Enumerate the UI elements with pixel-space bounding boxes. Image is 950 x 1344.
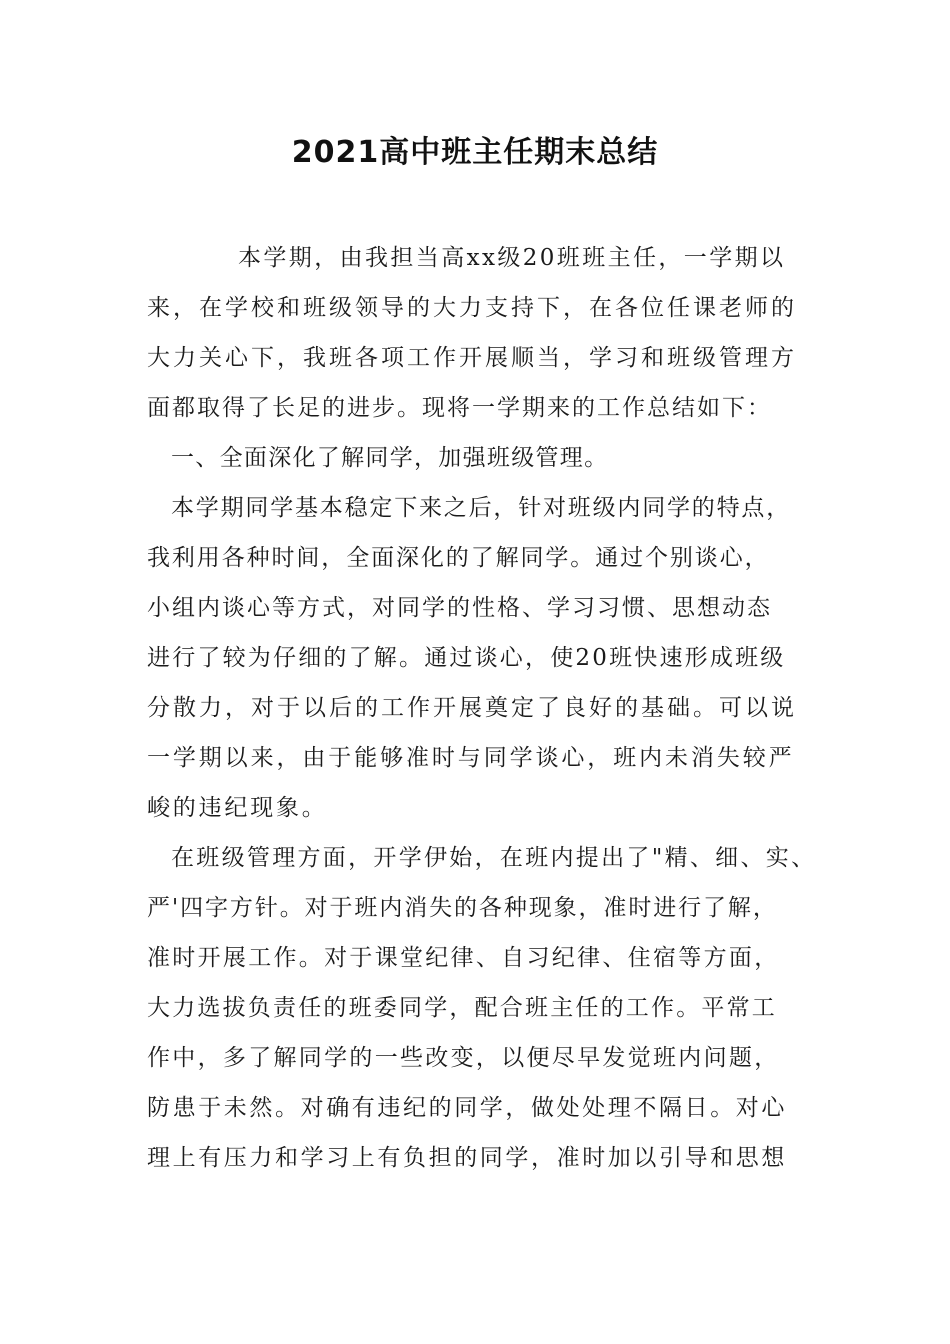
paragraph-line: 大力选拔负责任的班委同学，配合班主任的工作。平常工 (147, 995, 777, 1021)
paragraph-line: 防患于未然。对确有违纪的同学，做处处理不隔日。对心 (147, 1095, 787, 1121)
paragraph-line: 一学期以来，由于能够准时与同学谈心，班内未消失较严 (147, 745, 795, 771)
paragraph-line: 进行了较为仔细的了解。通过谈心，使20班快速形成班级 (147, 645, 786, 671)
paragraph-line: 作中，多了解同学的一些改变，以便尽早发觉班内问题， (147, 1045, 780, 1071)
paragraph-line: 小组内谈心等方式，对同学的性格、学习习惯、思想动态 (147, 595, 772, 621)
paragraph-line: 分散力，对于以后的工作开展奠定了良好的基础。可以说 (147, 695, 797, 721)
paragraph-line: 我利用各种时间，全面深化的了解同学。通过个别谈心， (147, 545, 770, 571)
paragraph-line: 本学期，由我担当高xx级20班班主任，一学期以 (238, 245, 786, 271)
section-heading-line: 一、全面深化了解同学，加强班级管理。 (171, 445, 609, 471)
paragraph-line: 在班级管理方面，开学伊始，在班内提出了"精、细、实、 (171, 845, 817, 871)
paragraph-line: 面都取得了长足的进步。现将一学期来的工作总结如下： (147, 395, 772, 421)
paragraph-line: 本学期同学基本稳定下来之后，针对班级内同学的特点， (171, 495, 791, 521)
paragraph-line: 来，在学校和班级领导的大力支持下，在各位任课老师的 (147, 295, 797, 321)
paragraph-line: 理上有压力和学习上有负担的同学，准时加以引导和思想 (147, 1145, 787, 1171)
paragraph-line: 严'四字方针。对于班内消失的各种现象，准时进行了解， (147, 895, 778, 921)
document-title: 2021高中班主任期末总结 (291, 135, 659, 170)
paragraph-line: 峻的违纪现象。 (147, 795, 328, 821)
paragraph-line: 准时开展工作。对于课堂纪律、自习纪律、住宿等方面， (147, 945, 780, 971)
paragraph-line: 大力关心下，我班各项工作开展顺当，学习和班级管理方 (147, 345, 797, 371)
